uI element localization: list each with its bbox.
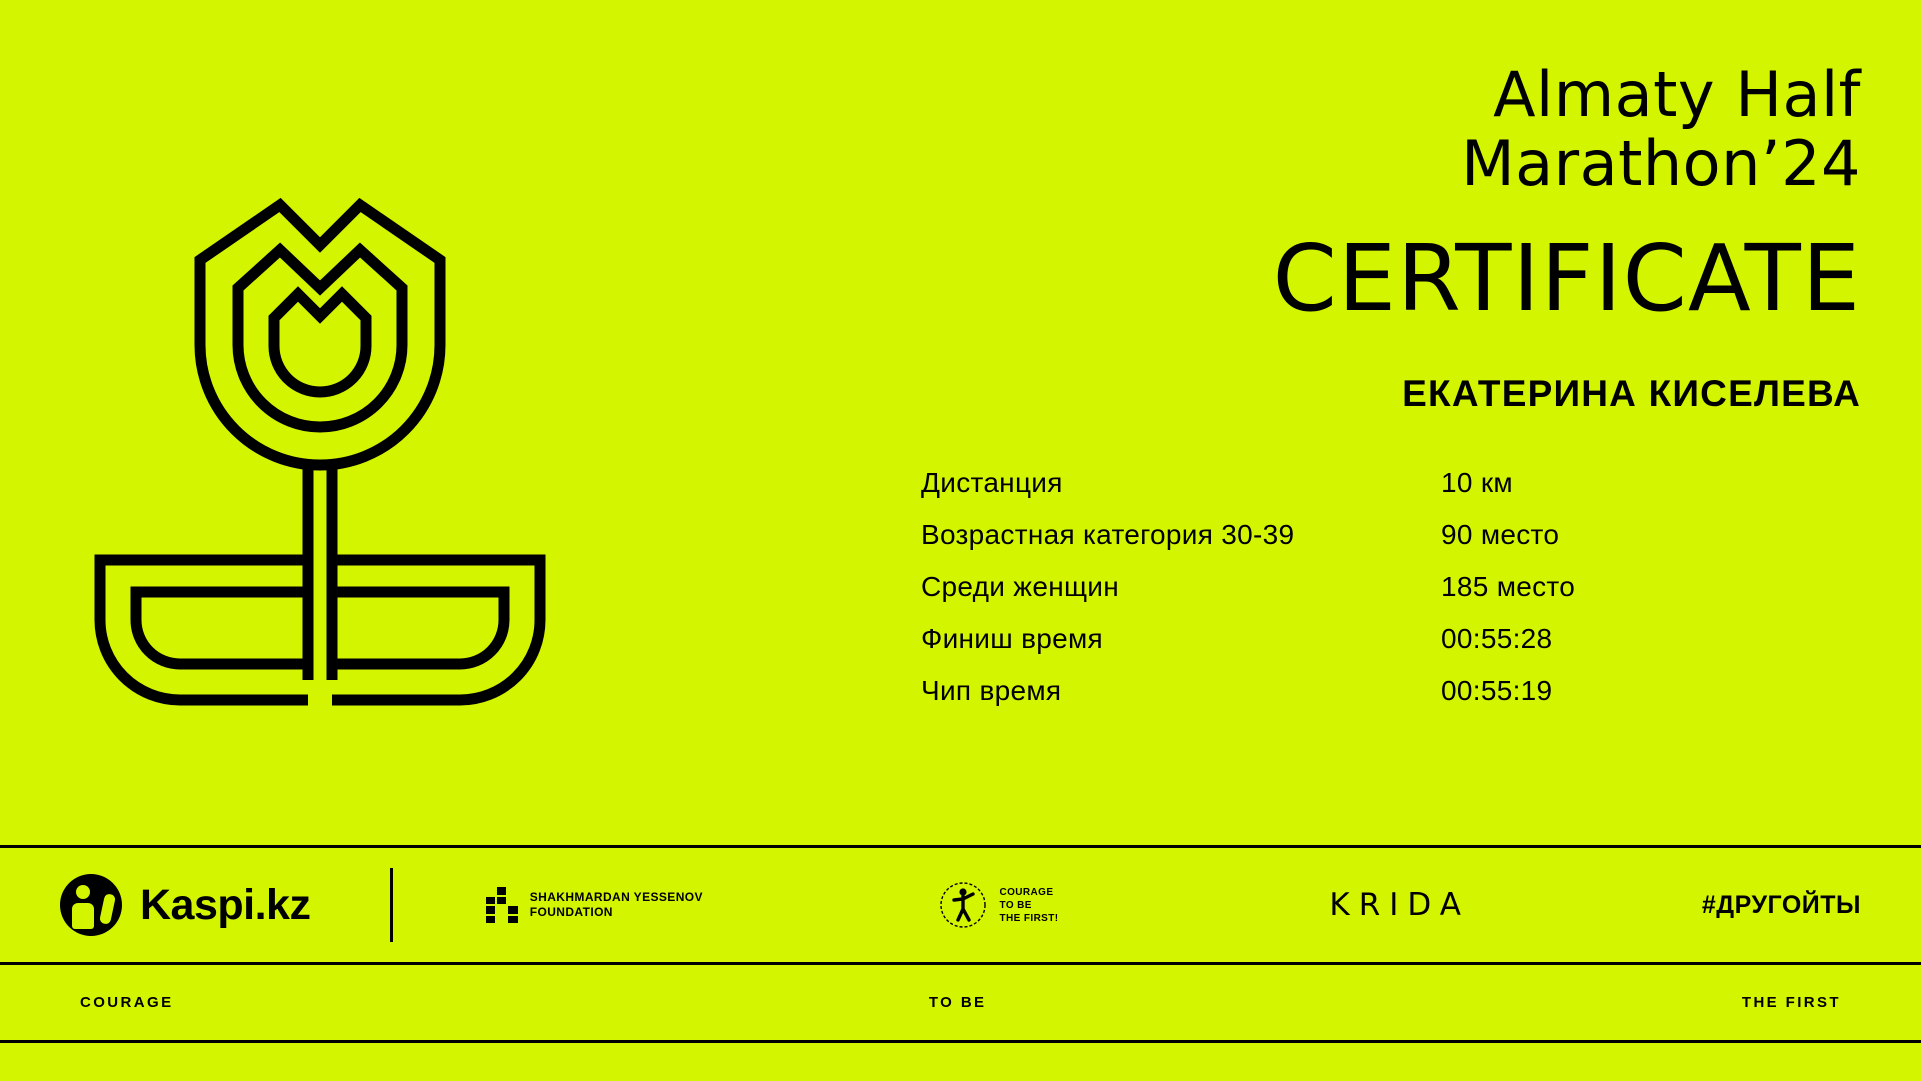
table-row bbox=[921, 509, 1861, 561]
courage-fund-line1: COURAGE bbox=[999, 886, 1054, 898]
sponsor-courage-fund bbox=[796, 848, 1199, 962]
event-title-line2: Marathon’24 bbox=[1461, 127, 1861, 201]
tulip-logo bbox=[60, 160, 580, 720]
yessenov-label-line1: SHAKHMARDAN YESSENOV bbox=[529, 889, 703, 904]
result-label: Дистанция bbox=[921, 466, 1063, 498]
result-label: Финиш время bbox=[921, 622, 1104, 654]
result-value: 185 место bbox=[1441, 570, 1576, 602]
table-row bbox=[921, 665, 1861, 717]
result-value: 00:55:19 bbox=[1441, 674, 1553, 706]
table-row bbox=[921, 457, 1861, 509]
result-label: Среди женщин bbox=[921, 570, 1120, 602]
result-label: Возрастная категория 30-39 bbox=[921, 518, 1295, 550]
results-table-wrap bbox=[791, 457, 1861, 717]
courage-fund-line3: THE FIRST! bbox=[999, 912, 1059, 924]
slogan-left: COURAGE bbox=[80, 994, 174, 1011]
drugoity-label: #ДРУГОЙТЫ bbox=[1701, 890, 1862, 919]
courage-fund-line2: TO BE bbox=[999, 899, 1032, 911]
table-row bbox=[921, 613, 1861, 665]
yessenov-label bbox=[530, 890, 703, 921]
slogan-bar bbox=[0, 965, 1921, 1043]
courage-fund-icon bbox=[936, 878, 990, 932]
kaspi-label: Kaspi.kz bbox=[140, 880, 311, 929]
krida-label: KRIDA bbox=[1329, 887, 1470, 923]
sponsor-krida bbox=[1198, 848, 1601, 962]
yessenov-icon bbox=[486, 887, 518, 923]
event-title bbox=[791, 60, 1861, 199]
slogan-center: TO BE bbox=[928, 994, 987, 1011]
sponsor-kaspi bbox=[60, 848, 390, 962]
event-title-line1: Almaty Half bbox=[1493, 58, 1861, 131]
slogan-right: THE FIRST bbox=[1741, 994, 1841, 1011]
result-value: 00:55:28 bbox=[1441, 622, 1553, 654]
result-label: Чип время bbox=[921, 674, 1062, 706]
table-row bbox=[921, 561, 1861, 613]
results-table bbox=[921, 457, 1861, 717]
page-title: CERTIFICATE bbox=[1272, 224, 1861, 332]
sponsor-drugoity bbox=[1601, 848, 1861, 962]
bottom-strip bbox=[0, 1043, 1921, 1081]
sponsor-yessenov bbox=[393, 848, 796, 962]
result-value: 90 место bbox=[1441, 518, 1560, 550]
athlete-name: ЕКАТЕРИНА КИСЕЛЕВА bbox=[1402, 372, 1861, 414]
certificate-content bbox=[791, 60, 1861, 717]
sponsor-bar bbox=[0, 845, 1921, 965]
courage-fund-label bbox=[1000, 886, 1059, 925]
result-value: 10 км bbox=[1441, 466, 1513, 498]
kaspi-icon bbox=[60, 874, 122, 936]
yessenov-label-line2: FOUNDATION bbox=[529, 905, 613, 919]
